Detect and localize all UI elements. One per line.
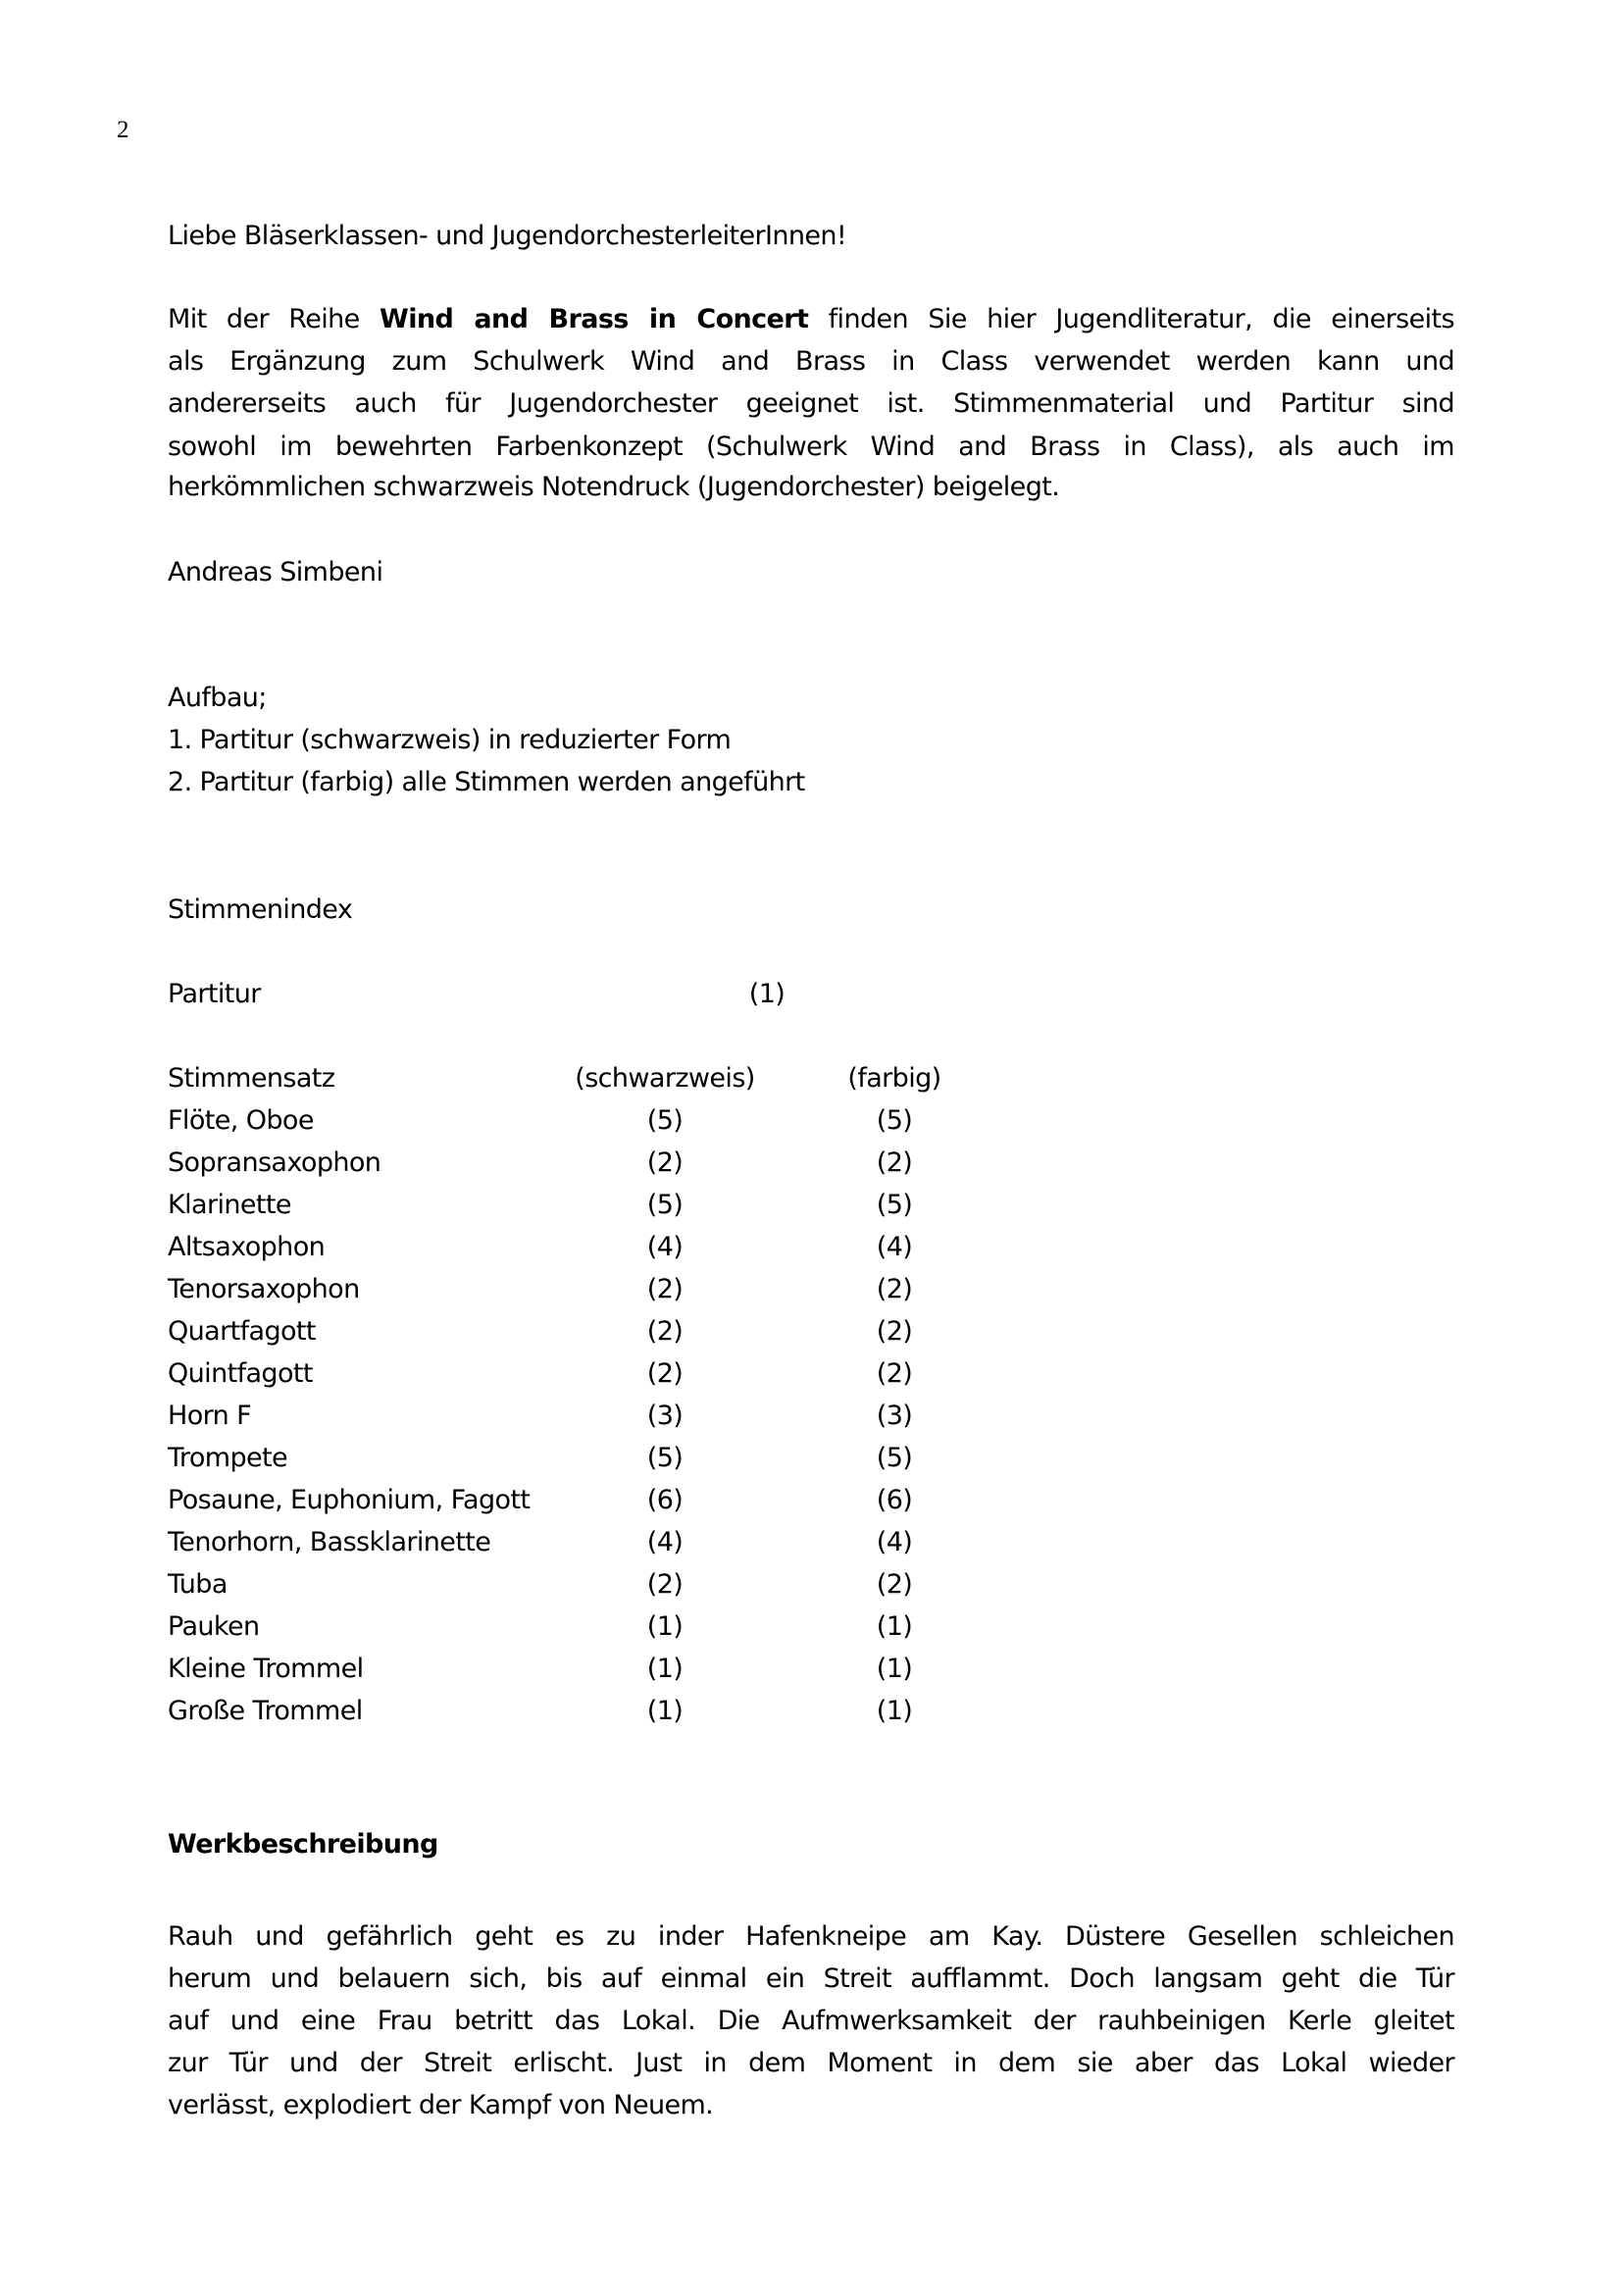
intro-line: herkömmlichen schwarzweis Notendruck (Jugendorchester) beigelegt. <box>168 472 1060 502</box>
count-bw: (5) <box>646 1105 684 1136</box>
count-bw: (2) <box>646 1316 684 1347</box>
count-bw: (5) <box>646 1190 684 1220</box>
instrument-name: Sopransaxophon <box>168 1147 381 1178</box>
instrument-name: Kleine Trommel <box>168 1654 364 1684</box>
table-row <box>0 1479 1624 1521</box>
description-line: herum und belauern sich, bis auf einmal ein Streit aufflammt. Doch langsam geht die Tür <box>168 1963 1454 1994</box>
count-bw: (4) <box>646 1527 684 1557</box>
instrument-name: Tenorhorn, Bassklarinette <box>168 1527 491 1557</box>
header-label: Stimmensatz <box>168 1063 335 1094</box>
table-row <box>0 1226 1624 1268</box>
count-color: (2) <box>876 1274 913 1304</box>
table-row <box>0 1690 1624 1732</box>
count-bw: (2) <box>646 1147 684 1178</box>
count-bw: (2) <box>646 1569 684 1600</box>
count-color: (1) <box>876 1654 913 1684</box>
instrument-name: Quartfagott <box>168 1316 316 1347</box>
description-heading: Werkbeschreibung <box>168 1829 438 1860</box>
table-row <box>0 1606 1624 1648</box>
table-row <box>0 1310 1624 1352</box>
instrument-name: Flöte, Oboe <box>168 1105 314 1136</box>
description-line: auf und eine Frau betritt das Lokal. Die Aufmwerksamkeit der rauhbeinigen Kerle gleitet <box>168 2006 1454 2036</box>
structure-item: 1. Partitur (schwarzweis) in reduzierter Form <box>168 725 732 755</box>
header-col-bw: (schwarzweis) <box>575 1063 755 1094</box>
instrument-name: Trompete <box>168 1443 287 1473</box>
description-line: verlässt, explodiert der Kampf von Neuem. <box>168 2090 714 2120</box>
table-row <box>0 1099 1624 1142</box>
count-color: (2) <box>876 1316 913 1347</box>
page-number: 2 <box>117 117 129 143</box>
intro-line: sowohl im bewehrten Farbenkonzept (Schulwerk Wind and Brass in Class), als auch im <box>168 432 1454 462</box>
count-bw: (1) <box>646 1654 684 1684</box>
instrument-name: Große Trommel <box>168 1696 363 1726</box>
count-color: (2) <box>876 1358 913 1389</box>
count-bw: (5) <box>646 1443 684 1473</box>
instrument-name: Horn F <box>168 1401 252 1431</box>
count-bw: (6) <box>646 1485 684 1515</box>
count-bw: (4) <box>646 1232 684 1262</box>
table-row <box>0 1184 1624 1226</box>
count-color: (5) <box>876 1105 913 1136</box>
score-row <box>0 973 1624 1015</box>
score-count: (1) <box>748 979 786 1009</box>
instrument-name: Quintfagott <box>168 1358 313 1389</box>
header-col-color: (farbig) <box>847 1063 941 1094</box>
index-heading: Stimmenindex <box>168 894 353 925</box>
table-row <box>0 1268 1624 1310</box>
count-color: (4) <box>876 1527 913 1557</box>
structure-heading: Aufbau; <box>168 683 267 713</box>
count-color: (1) <box>876 1611 913 1642</box>
table-row <box>0 1395 1624 1437</box>
instrument-name: Altsaxophon <box>168 1232 326 1262</box>
table-row <box>0 1563 1624 1606</box>
description-line: Rauh und gefährlich geht es zu inder Hafenkneipe am Kay. Düstere Gesellen schleichen <box>168 1921 1454 1952</box>
description-line: zur Tür und der Streit erlischt. Just in dem Moment in dem sie aber das Lokal wieder <box>168 2048 1454 2078</box>
count-bw: (2) <box>646 1358 684 1389</box>
greeting: Liebe Bläserklassen- und JugendorchesterleiterInnen! <box>168 221 847 251</box>
count-color: (1) <box>876 1696 913 1726</box>
instrument-name: Posaune, Euphonium, Fagott <box>168 1485 531 1515</box>
count-bw: (1) <box>646 1611 684 1642</box>
table-row <box>0 1352 1624 1395</box>
instrument-name: Tenorsaxophon <box>168 1274 360 1304</box>
count-color: (4) <box>876 1232 913 1262</box>
count-color: (2) <box>876 1569 913 1600</box>
count-color: (3) <box>876 1401 913 1431</box>
table-row <box>0 1142 1624 1184</box>
intro-line: als Ergänzung zum Schulwerk Wind and Brass in Class verwendet werden kann und <box>168 346 1454 377</box>
table-row <box>0 1648 1624 1690</box>
signature: Andreas Simbeni <box>168 557 383 587</box>
score-label: Partitur <box>168 979 261 1009</box>
series-title: Wind and Brass in Concert <box>380 304 809 334</box>
count-color: (6) <box>876 1485 913 1515</box>
count-color: (5) <box>876 1443 913 1473</box>
instrument-name: Klarinette <box>168 1190 291 1220</box>
structure-item: 2. Partitur (farbig) alle Stimmen werden angeführt <box>168 767 805 797</box>
count-color: (2) <box>876 1147 913 1178</box>
intro-text: Mit der Reihe <box>168 304 381 334</box>
index-header-row <box>0 1057 1624 1099</box>
count-bw: (1) <box>646 1696 684 1726</box>
instrument-name: Pauken <box>168 1611 260 1642</box>
intro-line: andererseits auch für Jugendorchester geeignet ist. Stimmenmaterial und Partitur sind <box>168 388 1454 419</box>
count-bw: (2) <box>646 1274 684 1304</box>
instrument-name: Tuba <box>168 1569 228 1600</box>
table-row <box>0 1437 1624 1479</box>
count-color: (5) <box>876 1190 913 1220</box>
intro-line <box>168 298 1454 340</box>
table-row <box>0 1521 1624 1563</box>
count-bw: (3) <box>646 1401 684 1431</box>
intro-text: finden Sie hier Jugendliteratur, die einerseits <box>808 304 1455 334</box>
